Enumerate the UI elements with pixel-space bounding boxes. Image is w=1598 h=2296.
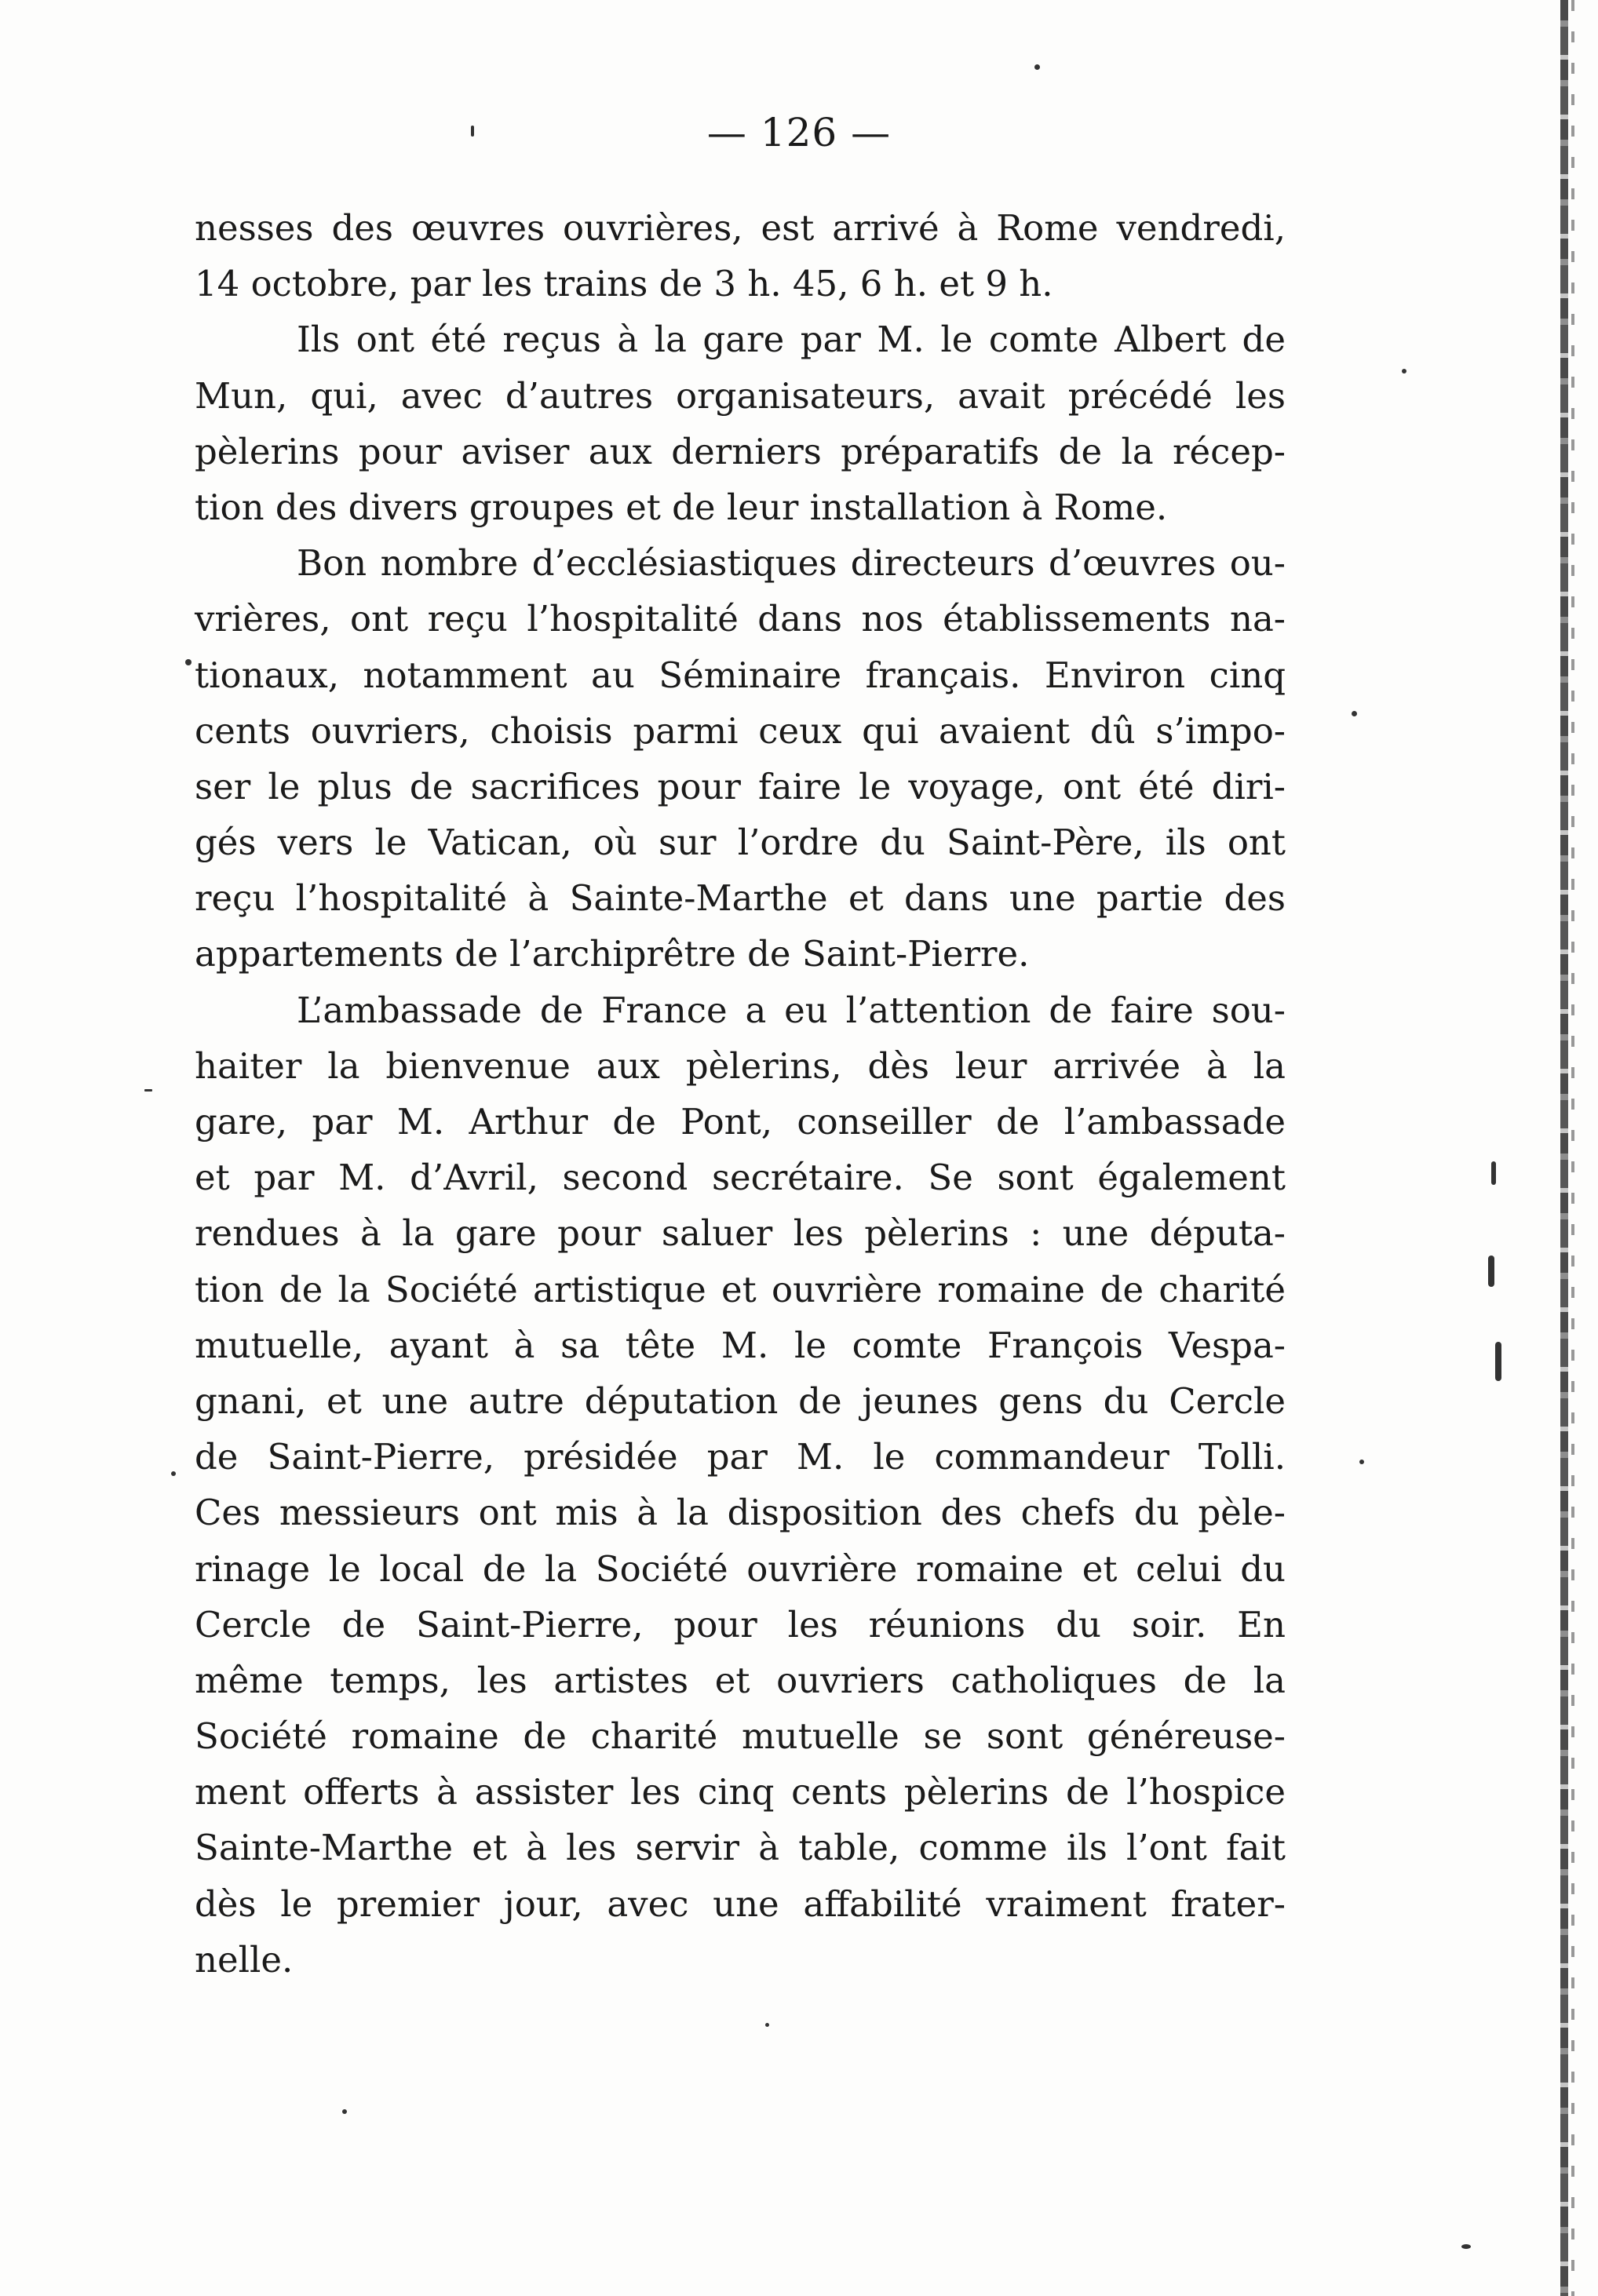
paragraph-start-line: L’ambassade de France a eu l’attention de faire sou- [297, 989, 1286, 1031]
paragraph-start-line: Ils ont été reçus à la gare par M. le comte Albert de [297, 319, 1286, 361]
gutter-edge-secondary [1571, 0, 1574, 2296]
text-line: tionaux, notamment au Séminaire français. Environ cinq [195, 654, 1286, 696]
text-line: mutuelle, ayant à sa tête M. le comte François Vespa- [195, 1324, 1286, 1366]
scan-speck [1352, 711, 1357, 716]
scan-speck [342, 2109, 347, 2114]
text-line: vrières, ont reçu l’hospitalité dans nos établissements na- [195, 598, 1286, 640]
text-line: même temps, les artistes et ouvriers catholiques de la [195, 1659, 1286, 1701]
scan-speck [1488, 1256, 1494, 1287]
page-number: — 126 — [706, 110, 892, 155]
scan-speck [1491, 1161, 1496, 1185]
text-line: ser le plus de sacrifices pour faire le voyage, ont été diri- [195, 765, 1286, 807]
text-line: tion de la Société artistique et ouvrière romaine de charité [195, 1268, 1286, 1310]
text-line: rendues à la gare pour saluer les pèlerins : une députa- [195, 1212, 1286, 1255]
scan-speck [1402, 369, 1406, 374]
text-line: pèlerins pour aviser aux derniers préparatifs de la récep- [195, 430, 1286, 472]
scan-speck [1495, 1342, 1501, 1381]
text-line: Cercle de Saint-Pierre, pour les réunions du soir. En [195, 1603, 1286, 1645]
text-line: dès le premier jour, avec une affabilité vraiment frater- [195, 1882, 1286, 1925]
text-line: rinage le local de la Société ouvrière romaine et celui du [195, 1547, 1286, 1590]
body-text [195, 200, 1286, 1988]
text-line: de Saint-Pierre, présidée par M. le commandeur Tolli. [195, 1436, 1286, 1478]
text-line: reçu l’hospitalité à Sainte-Marthe et dans une partie des [195, 877, 1286, 920]
text-line: cents ouvriers, choisis parmi ceux qui avaient dû s’impo- [195, 709, 1286, 752]
scan-speck [171, 1471, 176, 1476]
text-line: 14 octobre, par les trains de 3 h. 45, 6 h. et 9 h. [195, 263, 1053, 305]
scan-speck [1034, 64, 1040, 70]
text-line: gare, par M. Arthur de Pont, conseiller de l’ambassade [195, 1101, 1286, 1143]
text-line: nesses des œuvres ouvrières, est arrivé à Rome vendredi, [195, 207, 1286, 249]
binding-gutter-shadow [1543, 0, 1598, 2296]
text-line: Sainte-Marthe et à les servir à table, comme ils l’ont fait [195, 1827, 1286, 1869]
text-line: Mun, qui, avec d’autres organisateurs, avait précédé les [195, 374, 1286, 417]
text-line: Ces messieurs ont mis à la disposition des chefs du pèle- [195, 1492, 1286, 1534]
scan-speck [1461, 2244, 1471, 2249]
paragraph-start-line: Bon nombre d’ecclésiastiques directeurs d’œuvres ou- [297, 542, 1286, 585]
text-line: haiter la bienvenue aux pèlerins, dès leur arrivée à la [195, 1044, 1286, 1087]
text-line: tion des divers groupes et de leur installation à Rome. [195, 486, 1168, 528]
text-line: ment offerts à assister les cinq cents pèlerins de l’hospice [195, 1771, 1286, 1813]
text-line: et par M. d’Avril, second secrétaire. Se sont également [195, 1157, 1286, 1199]
scan-speck [185, 659, 192, 665]
gutter-edge [1560, 0, 1568, 2296]
scan-speck [471, 126, 474, 137]
text-line: gés vers le Vatican, où sur l’ordre du Saint-Père, ils ont [195, 822, 1286, 864]
text-line: gnani, et une autre députation de jeunes gens du Cercle [195, 1379, 1286, 1422]
scan-speck [144, 1089, 152, 1092]
text-line: appartements de l’archiprêtre de Saint-Pierre. [195, 933, 1030, 975]
text-line: nelle. [195, 1938, 294, 1981]
text-line: Société romaine de charité mutuelle se sont généreuse- [195, 1715, 1286, 1758]
scan-speck [765, 2023, 769, 2027]
scan-speck [1359, 1460, 1364, 1464]
